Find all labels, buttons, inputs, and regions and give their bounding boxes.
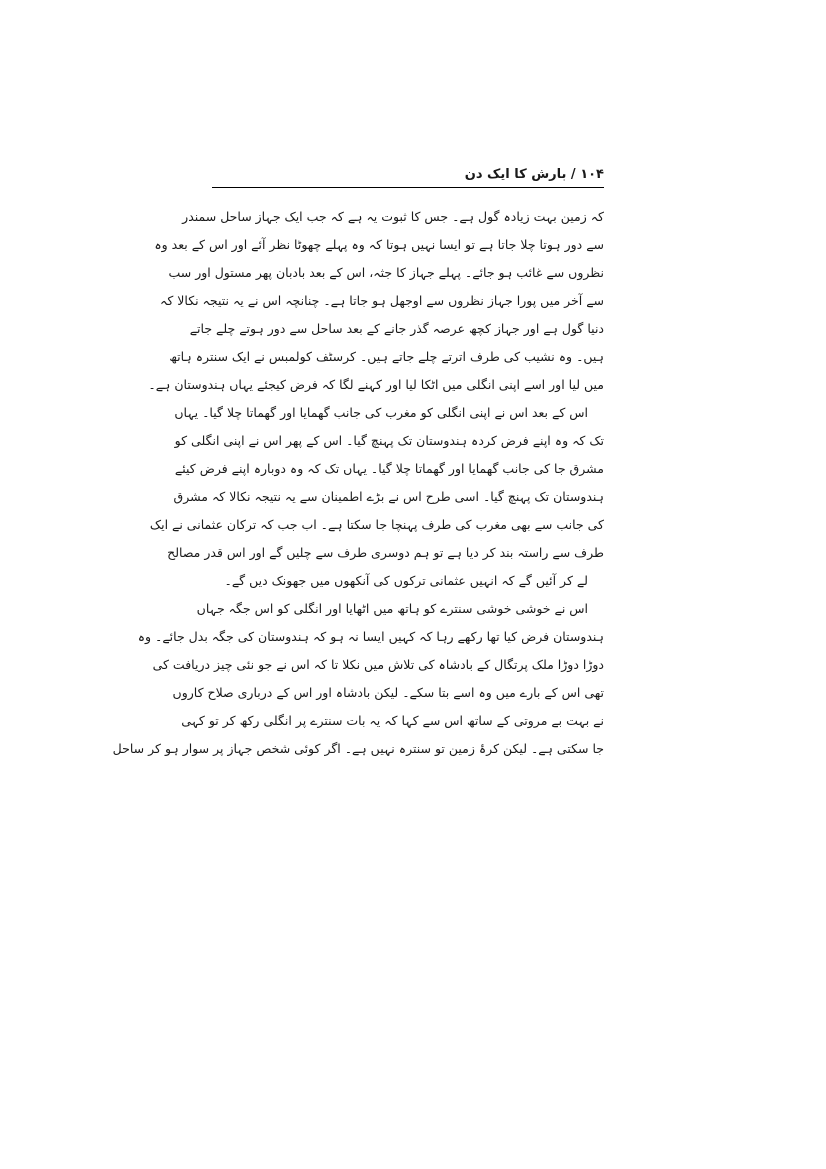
text-line: کہ زمین بہت زیادہ گول ہے۔ جس کا ثبوت یہ ہے کہ جب ایک جہاز ساحل سمندر	[182, 209, 604, 224]
text-line: تھی اس کے بارے میں وہ اسے بتا سکے۔ لیکن بادشاہ اور اس کے درباری صلاح کاروں	[172, 685, 604, 700]
text-line: دوڑا دوڑا ملک پرتگال کے بادشاہ کی تلاش میں نکلا تا کہ اس نے جو نئی چیز دریافت کی	[152, 657, 604, 672]
body-text	[112, 203, 604, 763]
text-line: لے کر آئیں گے کہ انہیں عثمانی ترکوں کی آنکھوں میں جھونک دیں گے۔	[224, 573, 588, 588]
text-line: جا سکتی ہے۔ لیکن کرۂ زمین تو سنترہ نہیں ہے۔ اگر کوئی شخص جہاز پر سوار ہو کر ساحل	[112, 741, 604, 756]
text-line: مشرق جا کی جانب گھمایا اور گھماتا چلا گیا۔ یہاں تک کہ وہ دوبارہ اپنے فرض کیئے	[174, 461, 604, 476]
text-line: سے آخر میں پورا جہاز نظروں سے اوجھل ہو جاتا ہے۔ چنانچہ اس نے یہ نتیجہ نکالا کہ	[160, 293, 604, 308]
text-line: اس کے بعد اس نے اپنی انگلی کو مغرب کی جانب گھمایا اور گھماتا چلا گیا۔ یہاں	[174, 405, 588, 420]
text-line: سے دور ہوتا چلا جاتا ہے تو ایسا نہیں ہوتا کہ وہ پہلے چھوٹا نظر آئے اور اس کے بعد وہ	[154, 237, 604, 252]
paragraph	[148, 203, 604, 399]
text-line: نے بہت بے مروتی کے ساتھ اس سے کہا کہ یہ بات سنترے پر انگلی رکھ کر تو کہی	[181, 713, 604, 728]
text-line: طرف سے راستہ بند کر دیا ہے تو ہم دوسری طرف سے چلیں گے اور اس قدر مصالح	[167, 545, 604, 560]
text-line: تک کہ وہ اپنے فرض کردہ ہندوستان تک پہنچ گیا۔ اس کے پھر اس نے اپنی انگلی کو	[174, 433, 604, 448]
text-line: دنیا گول ہے اور جہاز کچھ عرصہ گذر جانے کے بعد ساحل سے دور ہوتے چلے جاتے	[189, 321, 604, 336]
text-line: کی جانب سے بھی مغرب کی طرف پہنچا جا سکتا ہے۔ اب جب کہ ترکان عثمانی نے ایک	[149, 517, 604, 532]
text-line: اس نے خوشی خوشی سنترے کو ہاتھ میں اٹھایا اور انگلی کو اس جگہ جہاں	[196, 601, 588, 616]
text-line: ہندوستان فرض کیا تھا رکھے رہا کہ کہیں ایسا نہ ہو کہ ہندوستان کی جگہ بدل جائے۔ وہ	[137, 629, 604, 644]
page-number-title: ۱۰۴ / بارش کا ایک دن	[464, 167, 604, 182]
text-line: نظروں سے غائب ہو جائے۔ پہلے جہاز کا جثہ، اس کے بعد بادبان پھر مستول اور سب	[168, 265, 604, 280]
text-line: میں لیا اور اسے اپنی انگلی میں اٹکا لیا اور کہنے لگا کہ فرض کیجئے یہاں ہندوستان ہے۔	[148, 377, 604, 392]
text-line: ہندوستان تک پہنچ گیا۔ اسی طرح اس نے بڑے اطمینان سے یہ نتیجہ نکالا کہ مشرق	[173, 489, 604, 504]
paragraph	[112, 595, 604, 763]
running-header	[212, 164, 604, 186]
header-rule	[212, 187, 604, 188]
text-line: ہیں۔ وہ نشیب کی طرف اترتے چلے جاتے ہیں۔ کرسٹف کولمبس نے ایک سنترہ ہاتھ	[169, 349, 604, 364]
paragraph	[149, 399, 604, 595]
